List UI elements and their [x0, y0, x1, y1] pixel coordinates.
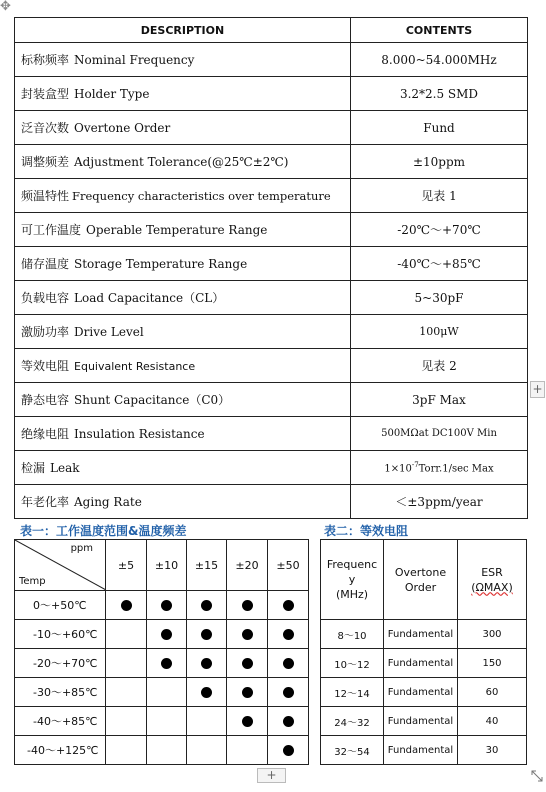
- bullet-mark-icon: [283, 658, 294, 669]
- value-cell: 见表 1: [351, 179, 528, 213]
- mark-cell: [227, 620, 268, 649]
- spec-row: [15, 383, 528, 417]
- param-cell: [15, 213, 351, 247]
- spec-row: [15, 315, 528, 349]
- resistance-row: [321, 678, 527, 707]
- param-cn: 绝缘电阻: [21, 427, 70, 441]
- tolerance-header: ±10: [147, 540, 187, 591]
- mark-cell: [268, 591, 309, 620]
- mark-cell: [187, 736, 227, 765]
- esr-cell: 40: [458, 707, 527, 736]
- param-en: Nominal Frequency: [74, 53, 195, 67]
- esr-cell: 150: [458, 649, 527, 678]
- mark-cell: [187, 707, 227, 736]
- param-en: Overtone Order: [74, 121, 171, 135]
- overtone-header: [384, 540, 458, 620]
- temperature-tolerance-table: [14, 539, 309, 765]
- corner-ppm-label: ppm: [70, 543, 93, 554]
- mark-cell: [187, 649, 227, 678]
- spec-row: [15, 247, 528, 281]
- value-cell: 3.2*2.5 SMD: [351, 77, 528, 111]
- mark-cell: [268, 736, 309, 765]
- value-cell: -40℃～+85℃: [351, 247, 528, 281]
- spec-row: [15, 281, 528, 315]
- value-cell: ±10ppm: [351, 145, 528, 179]
- param-en: Shunt Capacitance（C0）: [74, 393, 231, 407]
- tolerance-header: ±5: [106, 540, 147, 591]
- value-cell: ＜±3ppm/year: [351, 485, 528, 519]
- bullet-mark-icon: [201, 600, 212, 611]
- mark-cell: [147, 707, 187, 736]
- esr-header: [458, 540, 527, 620]
- mark-cell: [268, 649, 309, 678]
- resistance-row: [321, 707, 527, 736]
- spec-row: [15, 485, 528, 519]
- esr-header-unit: (ΩMAX): [471, 580, 513, 594]
- param-cn: 等效电阻: [21, 359, 70, 373]
- bullet-mark-icon: [161, 658, 172, 669]
- spec-row: [15, 111, 528, 145]
- bullet-mark-icon: [283, 687, 294, 698]
- param-cell: [15, 281, 351, 315]
- esr-header-line: ESR: [481, 565, 503, 579]
- value-cell: 见表 2: [351, 349, 528, 383]
- mark-cell: [106, 678, 147, 707]
- param-en: Operable Temperature Range: [86, 223, 268, 237]
- param-en: Equivalent Resistance: [74, 360, 196, 373]
- frequency-header-line: Frequenc: [326, 558, 378, 571]
- frequency-cell: 24～32: [321, 707, 384, 736]
- bullet-mark-icon: [242, 716, 253, 727]
- diagonal-corner-cell: [15, 540, 106, 591]
- bullet-mark-icon: [201, 629, 212, 640]
- value-cell: 3pF Max: [351, 383, 528, 417]
- resistance-row: [321, 620, 527, 649]
- overtone-header-line: Order: [404, 580, 437, 594]
- param-cn: 标称频率: [21, 53, 70, 67]
- mark-cell: [227, 649, 268, 678]
- value-cell: [351, 451, 528, 485]
- mark-cell: [187, 678, 227, 707]
- table-move-icon[interactable]: ✥: [0, 0, 11, 14]
- mark-cell: [268, 620, 309, 649]
- frequency-cell: 8～10: [321, 620, 384, 649]
- leak-value-base: 1×10: [384, 463, 412, 475]
- spec-row: [15, 43, 528, 77]
- frequency-header-line: (MHz): [335, 588, 369, 601]
- mark-cell: [227, 736, 268, 765]
- tolerance-header: ±50: [268, 540, 309, 591]
- param-cell: [15, 383, 351, 417]
- param-en: Adjustment Tolerance(@25℃±2℃): [74, 155, 289, 169]
- mark-cell: [106, 707, 147, 736]
- spec-row: [15, 451, 528, 485]
- description-header: DESCRIPTION: [15, 18, 351, 43]
- spec-row: [15, 179, 528, 213]
- temp-row: [15, 678, 309, 707]
- tolerance-header: ±15: [187, 540, 227, 591]
- mark-cell: [268, 707, 309, 736]
- corner-temp-label: Temp: [19, 576, 46, 587]
- param-en: Aging Rate: [74, 495, 142, 509]
- mark-cell: [227, 707, 268, 736]
- param-cell: [15, 77, 351, 111]
- temp-range-cell: -20～+70℃: [15, 649, 106, 678]
- param-cn: 储存温度: [21, 257, 70, 271]
- param-cn: 检漏: [21, 461, 46, 475]
- add-row-plus-icon[interactable]: +: [257, 768, 286, 783]
- mark-cell: [106, 620, 147, 649]
- param-cn: 激励功率: [21, 325, 70, 339]
- param-cn: 调整频差: [21, 155, 70, 169]
- leak-value-unit: Torr.1/sec Max: [418, 463, 494, 475]
- frequency-header-line: y: [348, 573, 356, 586]
- table1-body: [15, 591, 309, 765]
- equivalent-resistance-table: [320, 539, 527, 765]
- param-en: Leak: [50, 461, 80, 475]
- overtone-header-line: Overtone: [394, 565, 447, 579]
- add-column-plus-icon[interactable]: +: [530, 381, 545, 398]
- order-cell: Fundamental: [384, 707, 458, 736]
- mark-cell: [147, 591, 187, 620]
- order-cell: Fundamental: [384, 736, 458, 765]
- resize-arrow-graphic: [530, 769, 544, 783]
- mark-cell: [147, 649, 187, 678]
- bullet-mark-icon: [242, 658, 253, 669]
- param-cell: [15, 451, 351, 485]
- value-cell: 100μW: [351, 315, 528, 349]
- esr-cell: 30: [458, 736, 527, 765]
- resistance-row: [321, 736, 527, 765]
- esr-cell: 300: [458, 620, 527, 649]
- contents-header: CONTENTS: [351, 18, 528, 43]
- bullet-mark-icon: [201, 658, 212, 669]
- bullet-mark-icon: [283, 629, 294, 640]
- temp-row: [15, 620, 309, 649]
- value-cell: Fund: [351, 111, 528, 145]
- param-cell: [15, 417, 351, 451]
- tolerance-header: ±20: [227, 540, 268, 591]
- mark-cell: [227, 678, 268, 707]
- spec-table: [14, 17, 528, 519]
- param-cell: [15, 349, 351, 383]
- bullet-mark-icon: [242, 600, 253, 611]
- order-cell: Fundamental: [384, 620, 458, 649]
- temp-range-cell: -40～+85℃: [15, 707, 106, 736]
- temp-row: [15, 707, 309, 736]
- mark-cell: [147, 678, 187, 707]
- order-cell: Fundamental: [384, 649, 458, 678]
- mark-cell: [268, 678, 309, 707]
- param-en: Holder Type: [74, 87, 150, 101]
- spec-row: [15, 349, 528, 383]
- temp-row: [15, 649, 309, 678]
- table2-header-row: [321, 540, 527, 620]
- param-cell: [15, 111, 351, 145]
- mark-cell: [106, 736, 147, 765]
- mark-cell: [187, 620, 227, 649]
- esr-cell: 60: [458, 678, 527, 707]
- param-cell: [15, 247, 351, 281]
- value-cell: -20℃～+70℃: [351, 213, 528, 247]
- spec-row: [15, 145, 528, 179]
- param-en: Frequency characteristics over temperature: [72, 189, 331, 203]
- param-en: Load Capacitance（CL）: [74, 291, 225, 305]
- param-cn: 静态电容: [21, 393, 70, 407]
- bullet-mark-icon: [161, 629, 172, 640]
- param-en: Insulation Resistance: [74, 427, 205, 441]
- param-cn: 封装盒型: [21, 87, 70, 101]
- bullet-mark-icon: [283, 745, 294, 756]
- frequency-cell: 10～12: [321, 649, 384, 678]
- temp-row: [15, 736, 309, 765]
- param-cn: 负载电容: [21, 291, 70, 305]
- frequency-cell: 12～14: [321, 678, 384, 707]
- spec-row: [15, 417, 528, 451]
- resistance-row: [321, 649, 527, 678]
- bullet-mark-icon: [161, 600, 172, 611]
- param-en: Drive Level: [74, 325, 144, 339]
- param-en: Storage Temperature Range: [74, 257, 248, 271]
- frequency-cell: 32～54: [321, 736, 384, 765]
- param-cn: 频温特性: [21, 189, 70, 203]
- bullet-mark-icon: [201, 687, 212, 698]
- bullet-mark-icon: [242, 687, 253, 698]
- mark-cell: [187, 591, 227, 620]
- bullet-mark-icon: [242, 629, 253, 640]
- param-cell: [15, 315, 351, 349]
- spec-row: [15, 213, 528, 247]
- param-cell: [15, 179, 351, 213]
- temp-row: [15, 591, 309, 620]
- mark-cell: [106, 649, 147, 678]
- table1-caption: 表一：工作温度范围&温度频差: [20, 524, 187, 538]
- mark-cell: [227, 591, 268, 620]
- bullet-mark-icon: [283, 716, 294, 727]
- mark-cell: [147, 736, 187, 765]
- temp-range-cell: -30～+85℃: [15, 678, 106, 707]
- temp-range-cell: -10～+60℃: [15, 620, 106, 649]
- value-cell: 8.000~54.000MHz: [351, 43, 528, 77]
- param-cell: [15, 145, 351, 179]
- mark-cell: [147, 620, 187, 649]
- leak-value-exponent: -7: [411, 460, 419, 469]
- param-cn: 年老化率: [21, 495, 70, 509]
- param-cell: [15, 485, 351, 519]
- spec-header-row: [15, 18, 528, 43]
- bullet-mark-icon: [283, 600, 294, 611]
- value-cell: 500MΩat DC100V Min: [351, 417, 528, 451]
- temp-range-cell: -40～+125℃: [15, 736, 106, 765]
- frequency-header: [321, 540, 384, 620]
- table-resize-icon[interactable]: [530, 768, 544, 782]
- param-cn: 泛音次数: [21, 121, 70, 135]
- mark-cell: [106, 591, 147, 620]
- param-cn: 可工作温度: [21, 223, 82, 237]
- param-cell: [15, 43, 351, 77]
- bullet-mark-icon: [121, 600, 132, 611]
- table1-header-row: [15, 540, 309, 591]
- temp-range-cell: 0～+50℃: [15, 591, 106, 620]
- spec-row: [15, 77, 528, 111]
- table2-caption: 表二：等效电阻: [324, 524, 409, 538]
- value-cell: 5~30pF: [351, 281, 528, 315]
- order-cell: Fundamental: [384, 678, 458, 707]
